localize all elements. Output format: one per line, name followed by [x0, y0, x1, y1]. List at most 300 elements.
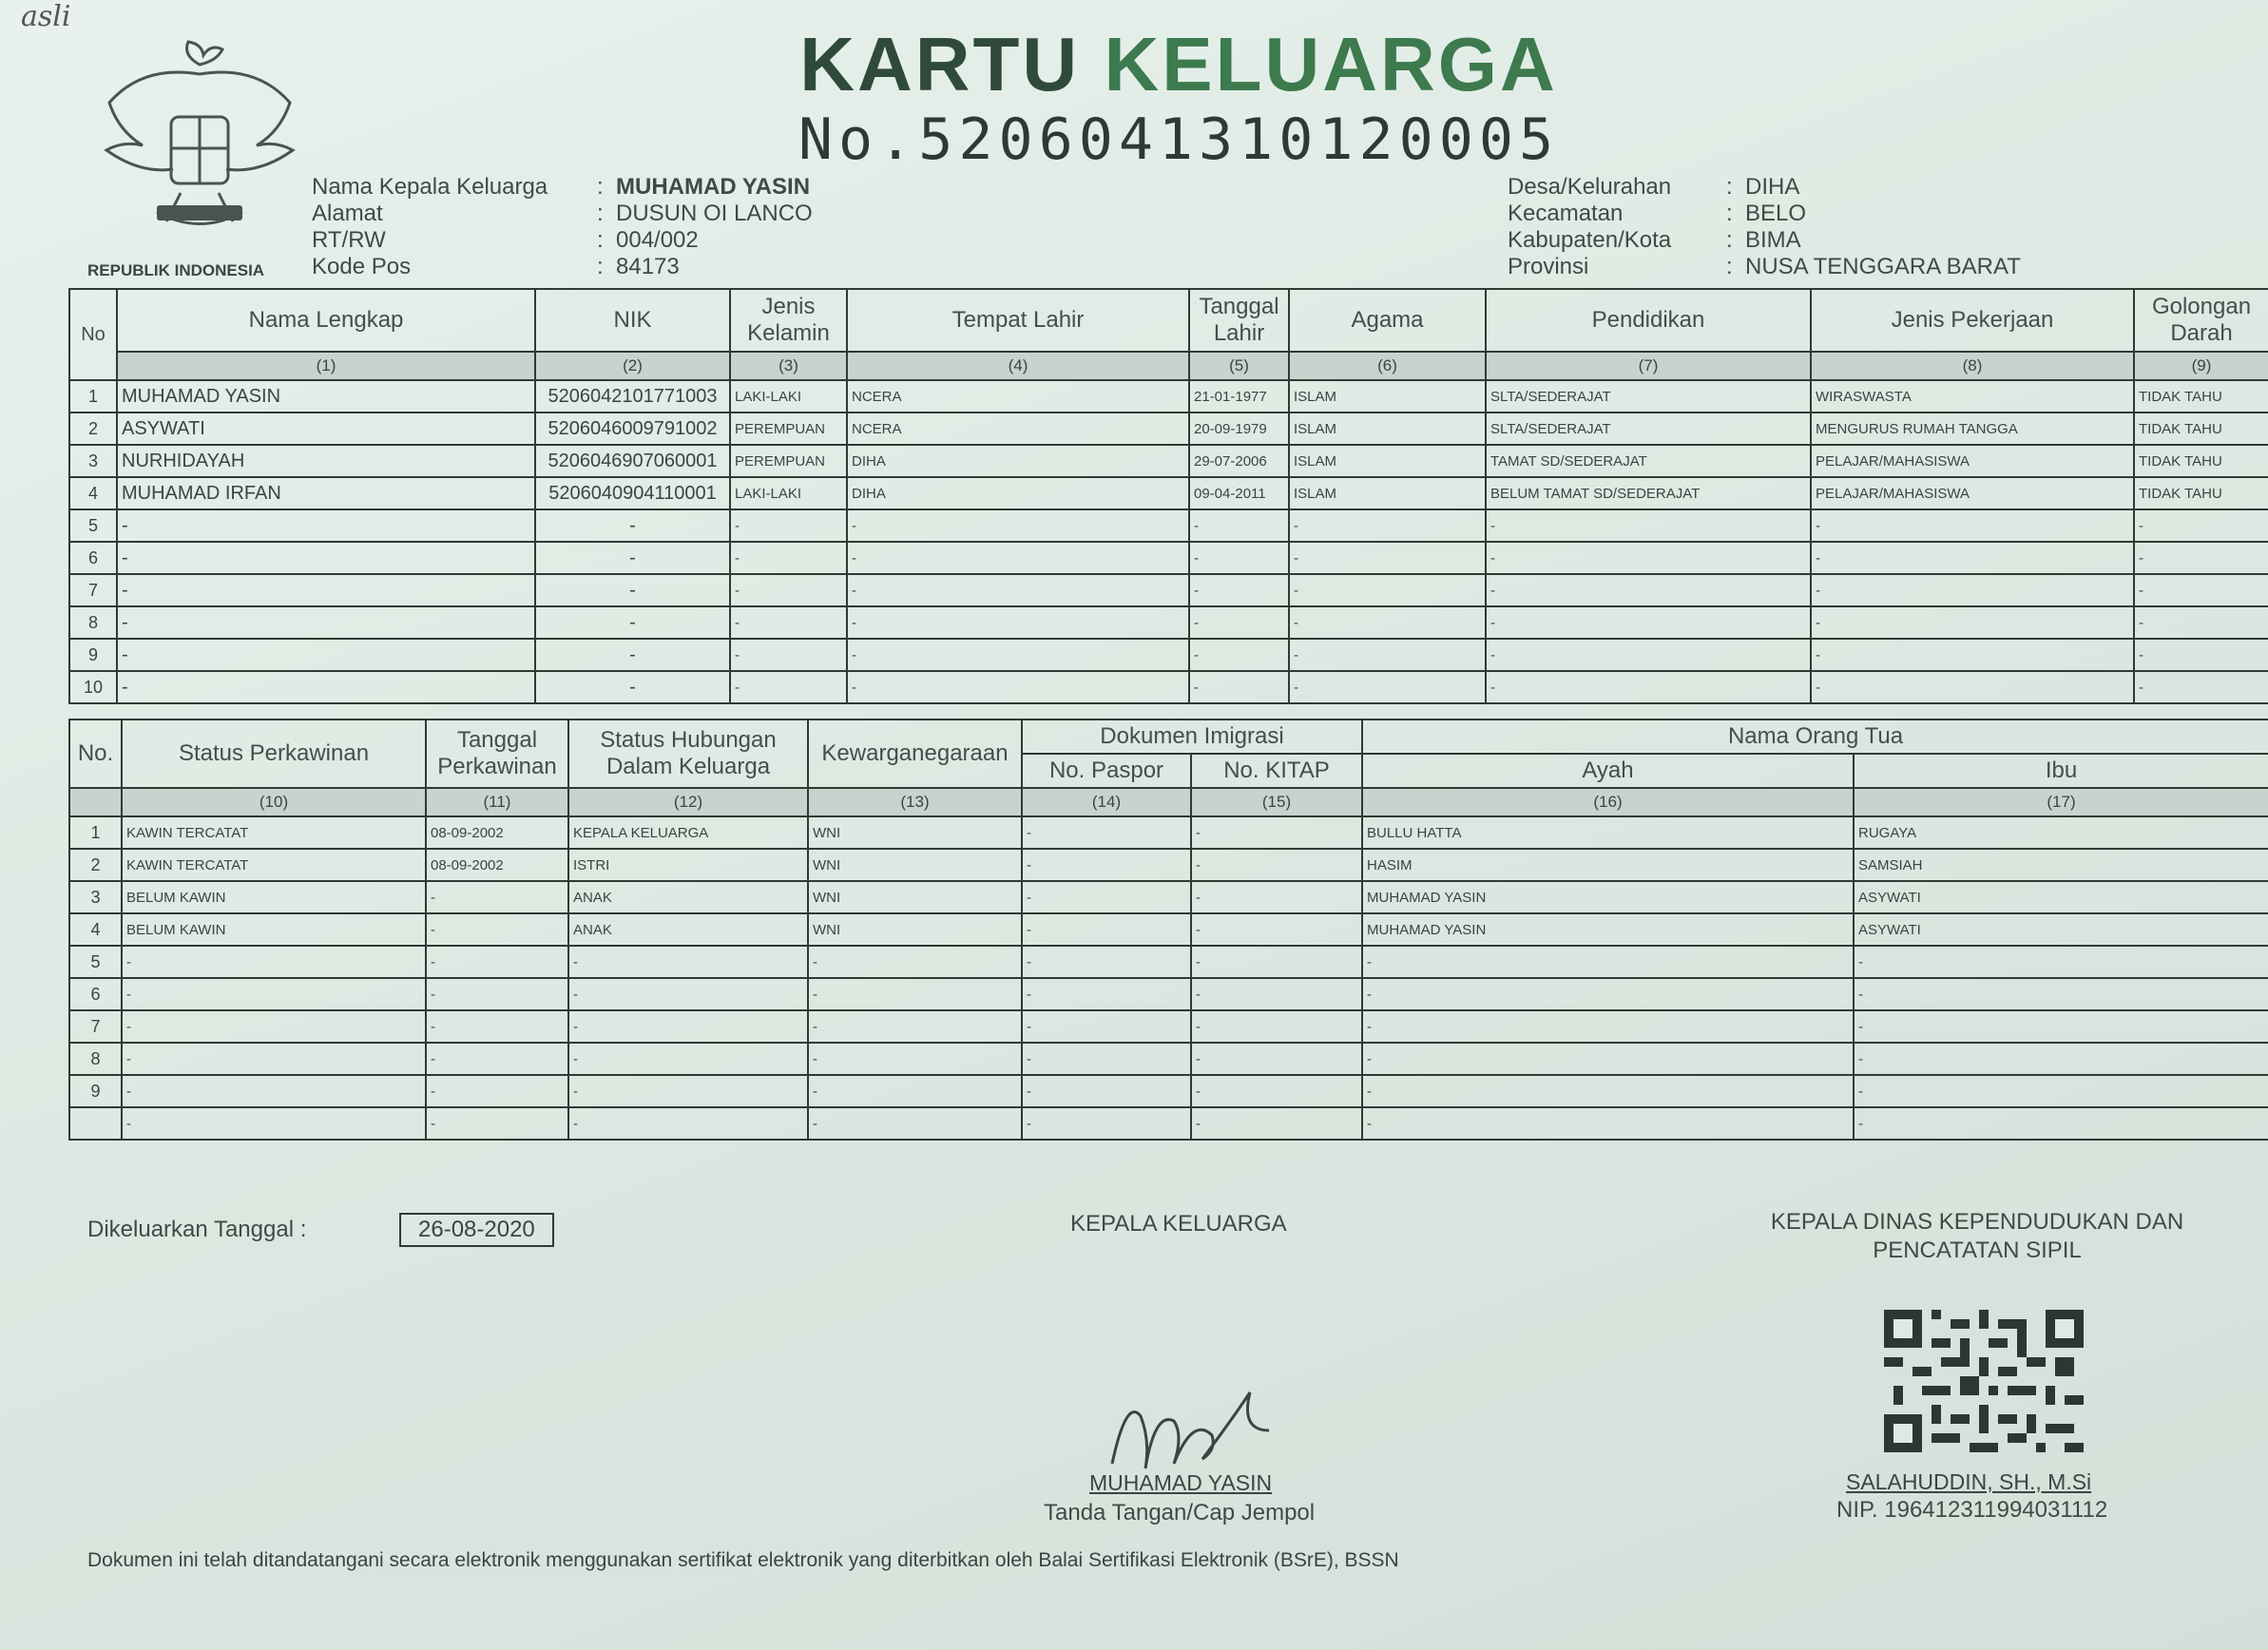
info-left-label: Nama Kepala Keluarga: [312, 174, 548, 200]
table1-cell: ISLAM: [1289, 445, 1486, 477]
table1-cell: WIRASWASTA: [1811, 380, 2134, 412]
table2-cell: ANAK: [568, 881, 808, 913]
info-right-value: DIHA: [1745, 174, 1800, 200]
table2-cell: -: [122, 946, 426, 978]
table2-cell: -: [1191, 881, 1362, 913]
table-row: [69, 913, 2268, 946]
table2-cell: RUGAYA: [1854, 816, 2268, 849]
info-left-value: DUSUN OI LANCO: [616, 201, 813, 226]
table1-cell: -: [535, 542, 730, 574]
table2-cell: WNI: [808, 881, 1022, 913]
table-row: [69, 412, 2268, 445]
table1-column-number: (2): [535, 352, 730, 380]
table1-cell: -: [1811, 542, 2134, 574]
table2-cell: -: [1191, 849, 1362, 881]
table1-cell: -: [1289, 671, 1486, 703]
table1-column-number: (6): [1289, 352, 1486, 380]
th-ibu: Ibu: [1854, 754, 2268, 788]
table-row: [69, 606, 2268, 639]
table1-header: Agama: [1289, 289, 1486, 352]
info-left-label: Kode Pos: [312, 254, 412, 279]
table1-cell: -: [1811, 639, 2134, 671]
colon-separator: :: [597, 174, 604, 200]
table1-cell: 5206046907060001: [535, 445, 730, 477]
table1-cell: 1: [69, 380, 117, 412]
colon-separator: :: [1726, 174, 1733, 200]
table1-cell: -: [1289, 606, 1486, 639]
table1-cell: MUHAMAD YASIN: [117, 380, 535, 412]
table1-cell: -: [730, 639, 847, 671]
table1-cell: DIHA: [847, 477, 1189, 509]
table2-cell: -: [426, 1075, 568, 1107]
table-row: [69, 671, 2268, 703]
table1-cell: -: [1289, 542, 1486, 574]
table1-cell: PEREMPUAN: [730, 412, 847, 445]
table2-cell: -: [122, 1107, 426, 1140]
table1-cell: 6: [69, 542, 117, 574]
table1-cell: 9: [69, 639, 117, 671]
table1-cell: -: [535, 509, 730, 542]
th-ayah: Ayah: [1362, 754, 1854, 788]
table-row: [69, 849, 2268, 881]
table1-cell: -: [117, 542, 535, 574]
table1-cell: -: [1289, 574, 1486, 606]
table1-cell: -: [535, 574, 730, 606]
table2-cell: -: [426, 946, 568, 978]
table1-cell: NCERA: [847, 380, 1189, 412]
table1-cell: -: [1289, 509, 1486, 542]
table1-column-number: (7): [1486, 352, 1811, 380]
table-row: [69, 542, 2268, 574]
table1-cell: -: [730, 671, 847, 703]
table1-header: Tanggal Lahir: [1189, 289, 1289, 352]
table2-cell: -: [1854, 978, 2268, 1010]
table1-cell: MENGURUS RUMAH TANGGA: [1811, 412, 2134, 445]
table2-cell: HASIM: [1362, 849, 1854, 881]
issued-date-label: Dikeluarkan Tanggal :: [87, 1217, 307, 1242]
electronic-signature-note: Dokumen ini telah ditandatangani secara elektronik menggunakan sertifikat elektronik yang diterbitkan oleh Balai Sertifikasi Elektronik (BSrE), BSSN: [87, 1549, 1399, 1571]
th-status-hubungan: Status Hubungan Dalam Keluarga: [568, 719, 808, 788]
table2-column-number: (11): [426, 788, 568, 816]
table2-cell: -: [1022, 946, 1191, 978]
table2-cell: 7: [69, 1010, 122, 1043]
table2-cell: -: [808, 1043, 1022, 1075]
table1-cell: SLTA/SEDERAJAT: [1486, 412, 1811, 445]
table2-cell: -: [568, 1010, 808, 1043]
table1-cell: -: [1486, 606, 1811, 639]
table2-cell: -: [122, 1010, 426, 1043]
table1-cell: NCERA: [847, 412, 1189, 445]
info-right-label: Kabupaten/Kota: [1508, 227, 1672, 253]
table1-cell: -: [1486, 671, 1811, 703]
table2-cell: -: [1362, 1010, 1854, 1043]
table2-cell: -: [1022, 978, 1191, 1010]
table2-cell: -: [808, 978, 1022, 1010]
head-of-family-name: MUHAMAD YASIN: [1089, 1470, 1273, 1495]
info-right-row: [1508, 201, 2021, 227]
table1-cell: -: [2134, 509, 2268, 542]
household-info-left: [312, 174, 813, 280]
table-row: [69, 816, 2268, 849]
table2-cell: -: [1854, 946, 2268, 978]
colon-separator: :: [1726, 254, 1733, 279]
th-tanggal-perkawinan: Tanggal Perkawinan: [426, 719, 568, 788]
table2-cell: 5: [69, 946, 122, 978]
table1-header: Jenis Kelamin: [730, 289, 847, 352]
info-left-row: [312, 227, 813, 254]
table2-cell: 9: [69, 1075, 122, 1107]
table2-cell: WNI: [808, 816, 1022, 849]
info-right-label: Kecamatan: [1508, 201, 1624, 226]
table2-cell: ASYWATI: [1854, 913, 2268, 946]
table2-cell: ISTRI: [568, 849, 808, 881]
th-dokumen-imigrasi: Dokumen Imigrasi: [1022, 719, 1362, 754]
table1-cell: -: [2134, 639, 2268, 671]
table1-cell: -: [2134, 606, 2268, 639]
family-status-table: [68, 719, 2268, 1141]
table2-cell: -: [1022, 849, 1191, 881]
table2-column-number-blank: [69, 788, 122, 816]
table2-cell: -: [1191, 1010, 1362, 1043]
table2-cell: 3: [69, 881, 122, 913]
table1-cell: ISLAM: [1289, 477, 1486, 509]
table1-cell: 2: [69, 412, 117, 445]
table1-cell: 8: [69, 606, 117, 639]
document-title: [798, 21, 1559, 108]
table1-cell: LAKI-LAKI: [730, 477, 847, 509]
garuda-emblem-icon: [90, 36, 309, 255]
table1-header: Jenis Pekerjaan: [1811, 289, 2134, 352]
table2-cell: -: [1191, 913, 1362, 946]
info-left-value: 84173: [616, 254, 680, 279]
table-row: [69, 1010, 2268, 1043]
table2-cell: -: [1191, 816, 1362, 849]
family-members-table: [68, 288, 2268, 704]
table1-cell: -: [1811, 509, 2134, 542]
table1-column-number: (4): [847, 352, 1189, 380]
table1-cell: -: [2134, 574, 2268, 606]
table2-cell: -: [808, 1075, 1022, 1107]
table2-cell: -: [1362, 1075, 1854, 1107]
table2-cell: SAMSIAH: [1854, 849, 2268, 881]
table1-cell: -: [1811, 574, 2134, 606]
info-right-label: Provinsi: [1508, 254, 1589, 279]
table2-cell: -: [122, 978, 426, 1010]
table2-cell: ANAK: [568, 913, 808, 946]
table1-cell: -: [535, 671, 730, 703]
table2-cell: -: [808, 1107, 1022, 1140]
table1-cell: -: [1811, 671, 2134, 703]
table2-cell: -: [1854, 1075, 2268, 1107]
table2-cell: -: [1191, 1043, 1362, 1075]
table2-cell: -: [1191, 978, 1362, 1010]
table2-cell: -: [568, 1075, 808, 1107]
table2-cell: -: [1854, 1043, 2268, 1075]
household-info-right: [1508, 174, 2021, 280]
table1-cell: PEREMPUAN: [730, 445, 847, 477]
table1-cell: -: [1486, 574, 1811, 606]
table2-cell: -: [1022, 1043, 1191, 1075]
th-no: No.: [69, 719, 122, 788]
info-left-value: MUHAMAD YASIN: [616, 174, 811, 200]
table1-cell: TIDAK TAHU: [2134, 380, 2268, 412]
official-nip: NIP. 196412311994031112: [1836, 1497, 2108, 1523]
table1-cell: -: [847, 574, 1189, 606]
table1-cell: 5206042101771003: [535, 380, 730, 412]
table-row: [69, 1075, 2268, 1107]
table1-header: Golongan Darah: [2134, 289, 2268, 352]
family-card-number: No.5206041310120005: [798, 106, 1560, 173]
title-keluarga: KELUARGA: [1104, 22, 1558, 106]
table1-cell: -: [847, 606, 1189, 639]
table1-cell: -: [1189, 639, 1289, 671]
table2-cell: 08-09-2002: [426, 816, 568, 849]
table1-cell: -: [1811, 606, 2134, 639]
table2-cell: -: [122, 1043, 426, 1075]
table2-cell: WNI: [808, 849, 1022, 881]
table2-cell: -: [568, 1107, 808, 1140]
info-right-row: [1508, 174, 2021, 201]
table1-cell: NURHIDAYAH: [117, 445, 535, 477]
table1-cell: -: [1189, 509, 1289, 542]
table2-column-number: (12): [568, 788, 808, 816]
table1-cell: -: [2134, 542, 2268, 574]
table1-cell: SLTA/SEDERAJAT: [1486, 380, 1811, 412]
table1-cell: 7: [69, 574, 117, 606]
table1-cell: 4: [69, 477, 117, 509]
table1-cell: TIDAK TAHU: [2134, 477, 2268, 509]
table1-column-number: (9): [2134, 352, 2268, 380]
table2-cell: -: [1022, 1075, 1191, 1107]
table-row: [69, 509, 2268, 542]
th-status-perkawinan: Status Perkawinan: [122, 719, 426, 788]
table2-cell: -: [1362, 978, 1854, 1010]
table-row: [69, 881, 2268, 913]
title-kartu: KARTU: [799, 22, 1081, 106]
table1-cell: -: [1289, 639, 1486, 671]
table1-header: Nama Lengkap: [117, 289, 535, 352]
table2-cell: 8: [69, 1043, 122, 1075]
table-row: [69, 978, 2268, 1010]
table1-cell: -: [535, 606, 730, 639]
info-right-row: [1508, 254, 2021, 280]
table1-cell: -: [1189, 542, 1289, 574]
table1-cell: LAKI-LAKI: [730, 380, 847, 412]
info-left-row: [312, 201, 813, 227]
table1-cell: 21-01-1977: [1189, 380, 1289, 412]
table-row: [69, 445, 2268, 477]
table1-cell: TIDAK TAHU: [2134, 412, 2268, 445]
head-of-family-title: KEPALA KELUARGA: [1070, 1211, 1287, 1237]
table2-cell: 08-09-2002: [426, 849, 568, 881]
table-row: [69, 380, 2268, 412]
table1-cell: ISLAM: [1289, 412, 1486, 445]
table1-header: NIK: [535, 289, 730, 352]
table1-cell: -: [117, 574, 535, 606]
table1-cell: PELAJAR/MAHASISWA: [1811, 477, 2134, 509]
table1-header: Tempat Lahir: [847, 289, 1189, 352]
table2-cell: KAWIN TERCATAT: [122, 849, 426, 881]
table1-cell: TIDAK TAHU: [2134, 445, 2268, 477]
table1-cell: 3: [69, 445, 117, 477]
table2-column-number: (15): [1191, 788, 1362, 816]
table2-cell: -: [1362, 946, 1854, 978]
table1-header: Pendidikan: [1486, 289, 1811, 352]
signature-icon: [1103, 1378, 1274, 1483]
country-label: REPUBLIK INDONESIA: [87, 261, 265, 279]
issued-date-value: 26-08-2020: [399, 1213, 554, 1247]
table2-cell: -: [1362, 1107, 1854, 1140]
table1-cell: PELAJAR/MAHASISWA: [1811, 445, 2134, 477]
table1-column-number: (8): [1811, 352, 2134, 380]
info-right-label: Desa/Kelurahan: [1508, 174, 1672, 200]
table2-cell: BELUM KAWIN: [122, 913, 426, 946]
table-row: [69, 946, 2268, 978]
table2-column-number: (17): [1854, 788, 2268, 816]
table1-cell: -: [1189, 574, 1289, 606]
table1-cell: -: [1189, 671, 1289, 703]
info-left-row: [312, 174, 813, 201]
table2-cell: -: [1022, 913, 1191, 946]
table2-cell: -: [426, 913, 568, 946]
table1-column-number: (5): [1189, 352, 1289, 380]
table-row: [69, 1107, 2268, 1140]
table-row: [69, 574, 2268, 606]
table2-column-number: (16): [1362, 788, 1854, 816]
table2-cell: 4: [69, 913, 122, 946]
table1-cell: 5: [69, 509, 117, 542]
table2-cell: -: [1022, 1107, 1191, 1140]
corner-handwritten-note: asli: [21, 0, 71, 33]
table-row: [69, 1043, 2268, 1075]
table2-cell: ASYWATI: [1854, 881, 2268, 913]
table1-cell: -: [1486, 509, 1811, 542]
colon-separator: :: [1726, 227, 1733, 253]
table2-cell: -: [426, 1043, 568, 1075]
table1-cell: -: [1486, 639, 1811, 671]
table1-cell: -: [847, 671, 1189, 703]
table1-cell: -: [535, 639, 730, 671]
table2-cell: BELUM KAWIN: [122, 881, 426, 913]
table2-cell: KAWIN TERCATAT: [122, 816, 426, 849]
table1-cell: BELUM TAMAT SD/SEDERAJAT: [1486, 477, 1811, 509]
table2-cell: -: [1022, 1010, 1191, 1043]
table1-cell: -: [117, 606, 535, 639]
table1-cell: -: [847, 639, 1189, 671]
table1-cell: -: [117, 639, 535, 671]
official-name: SALAHUDDIN, SH., M.Si: [1846, 1469, 2092, 1494]
table2-cell: -: [1191, 1107, 1362, 1140]
table2-cell: MUHAMAD YASIN: [1362, 913, 1854, 946]
colon-separator: :: [597, 227, 604, 253]
table2-cell: -: [1022, 881, 1191, 913]
table2-column-number: (10): [122, 788, 426, 816]
table2-cell: MUHAMAD YASIN: [1362, 881, 1854, 913]
table2-cell: BULLU HATTA: [1362, 816, 1854, 849]
table2-cell: -: [1022, 816, 1191, 849]
table2-cell: -: [568, 1043, 808, 1075]
table1-cell: -: [730, 509, 847, 542]
table2-cell: 6: [69, 978, 122, 1010]
table1-header: No: [69, 289, 117, 380]
info-left-value: 004/002: [616, 227, 699, 253]
table1-cell: -: [1486, 542, 1811, 574]
table1-cell: 29-07-2006: [1189, 445, 1289, 477]
info-left-row: [312, 254, 813, 280]
table-row: [69, 639, 2268, 671]
table1-column-number: (1): [117, 352, 535, 380]
th-kewarganegaraan: Kewarganegaraan: [808, 719, 1022, 788]
table2-cell: -: [1191, 946, 1362, 978]
colon-separator: :: [597, 201, 604, 226]
colon-separator: :: [597, 254, 604, 279]
table2-cell: 2: [69, 849, 122, 881]
th-nama-orang-tua: Nama Orang Tua: [1362, 719, 2268, 754]
table2-cell: -: [568, 946, 808, 978]
table1-cell: -: [847, 509, 1189, 542]
table1-cell: -: [1189, 606, 1289, 639]
table1-cell: DIHA: [847, 445, 1189, 477]
table1-cell: ISLAM: [1289, 380, 1486, 412]
info-right-value: BIMA: [1745, 227, 1801, 253]
table2-cell: -: [426, 1010, 568, 1043]
table1-cell: -: [847, 542, 1189, 574]
table2-cell: [69, 1107, 122, 1140]
table2-cell: -: [808, 946, 1022, 978]
table1-cell: 5206040904110001: [535, 477, 730, 509]
info-right-value: BELO: [1745, 201, 1807, 226]
table2-cell: -: [1191, 1075, 1362, 1107]
table2-cell: -: [426, 978, 568, 1010]
table1-cell: MUHAMAD IRFAN: [117, 477, 535, 509]
table1-cell: -: [730, 574, 847, 606]
table1-cell: 5206046009791002: [535, 412, 730, 445]
signature-caption: Tanda Tangan/Cap Jempol: [1044, 1500, 1316, 1525]
table2-cell: -: [1362, 1043, 1854, 1075]
table2-cell: -: [426, 881, 568, 913]
table2-cell: -: [1854, 1010, 2268, 1043]
th-no-kitap: No. KITAP: [1191, 754, 1362, 788]
table2-column-number: (14): [1022, 788, 1191, 816]
table2-cell: -: [426, 1107, 568, 1140]
table2-cell: KEPALA KELUARGA: [568, 816, 808, 849]
info-right-value: NUSA TENGGARA BARAT: [1745, 254, 2021, 279]
official-title-line2: PENCATATAN SIPIL: [1873, 1238, 2082, 1263]
qr-code-icon: [1884, 1310, 2084, 1452]
table2-cell: -: [122, 1075, 426, 1107]
table1-cell: 20-09-1979: [1189, 412, 1289, 445]
table1-cell: -: [730, 606, 847, 639]
table2-cell: -: [808, 1010, 1022, 1043]
table1-cell: -: [2134, 671, 2268, 703]
colon-separator: :: [1726, 201, 1733, 226]
table1-cell: ASYWATI: [117, 412, 535, 445]
table1-cell: -: [117, 509, 535, 542]
table1-cell: TAMAT SD/SEDERAJAT: [1486, 445, 1811, 477]
table1-cell: 10: [69, 671, 117, 703]
table2-column-number: (13): [808, 788, 1022, 816]
info-left-label: RT/RW: [312, 227, 386, 253]
table2-cell: 1: [69, 816, 122, 849]
official-title-line1: KEPALA DINAS KEPENDUDUKAN DAN: [1770, 1209, 2184, 1235]
table2-cell: WNI: [808, 913, 1022, 946]
table2-cell: -: [1854, 1107, 2268, 1140]
info-right-row: [1508, 227, 2021, 254]
info-left-label: Alamat: [312, 201, 383, 226]
table1-column-number: (3): [730, 352, 847, 380]
table1-cell: -: [117, 671, 535, 703]
table2-cell: -: [568, 978, 808, 1010]
